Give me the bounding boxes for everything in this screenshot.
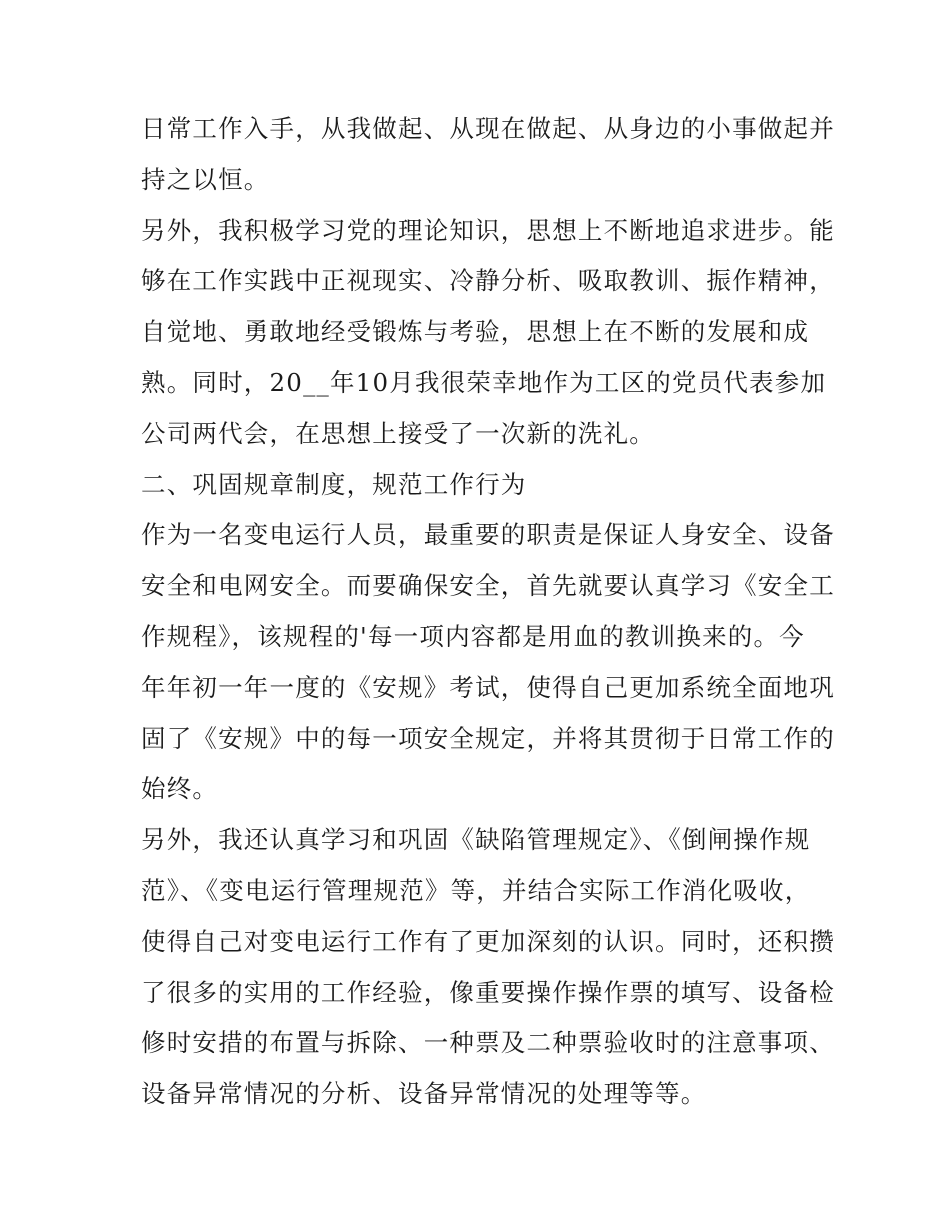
text-line-16: 范》、《变电运行管理规范》等，并结合实际工作消化吸收， bbox=[141, 875, 811, 905]
text-line-13: 固了《安规》中的每一项安全规定，并将其贯彻于日常工作的 bbox=[141, 723, 835, 753]
text-line-5: 自觉地、勇敢地经受锻炼与考验，思想上在不断的发展和成 bbox=[141, 317, 810, 347]
text-line-2: 持之以恒。 bbox=[141, 164, 270, 194]
text-line-3: 另外，我积极学习党的理论知识，思想上不断地追求进步。能 bbox=[141, 215, 835, 245]
text-line-6: 熟。同时，20__年10月我很荣幸地作为工区的党员代表参加 bbox=[141, 367, 827, 397]
text-line-18: 了很多的实用的工作经验，像重要操作操作票的填写、设备检 bbox=[141, 977, 835, 1007]
text-line-14: 始终。 bbox=[141, 774, 219, 804]
text-line-15: 另外，我还认真学习和巩固《缺陷管理规定》、《倒闸操作规 bbox=[141, 825, 811, 855]
text-line-7: 公司两代会，在思想上接受了一次新的洗礼。 bbox=[141, 418, 655, 448]
document-body bbox=[141, 104, 835, 1120]
text-line-17: 使得自己对变电运行工作有了更加深刻的认识。同时，还积攒 bbox=[141, 926, 835, 956]
text-line-10: 安全和电网安全。而要确保安全，首先就要认真学习《安全工 bbox=[141, 571, 835, 601]
text-line-9: 作为一名变电运行人员，最重要的职责是保证人身安全、设备 bbox=[141, 520, 835, 550]
text-line-1: 日常工作入手，从我做起、从现在做起、从身边的小事做起并 bbox=[141, 114, 835, 143]
text-line-11: 作规程》，该规程的'每一项内容都是用血的教训换来的。今 bbox=[141, 621, 805, 651]
text-line-19: 修时安措的布置与拆除、一种票及二种票验收时的注意事项、 bbox=[141, 1028, 835, 1058]
section-heading: 二、巩固规章制度，规范工作行为 bbox=[141, 469, 527, 499]
text-line-20: 设备异常情况的分析、设备异常情况的处理等等。 bbox=[141, 1079, 707, 1109]
text-line-12: 年年初一年一度的《安规》考试，使得自己更加系统全面地巩 bbox=[141, 672, 835, 702]
text-line-4: 够在工作实践中正视现实、冷静分析、吸取教训、振作精神， bbox=[141, 266, 835, 296]
